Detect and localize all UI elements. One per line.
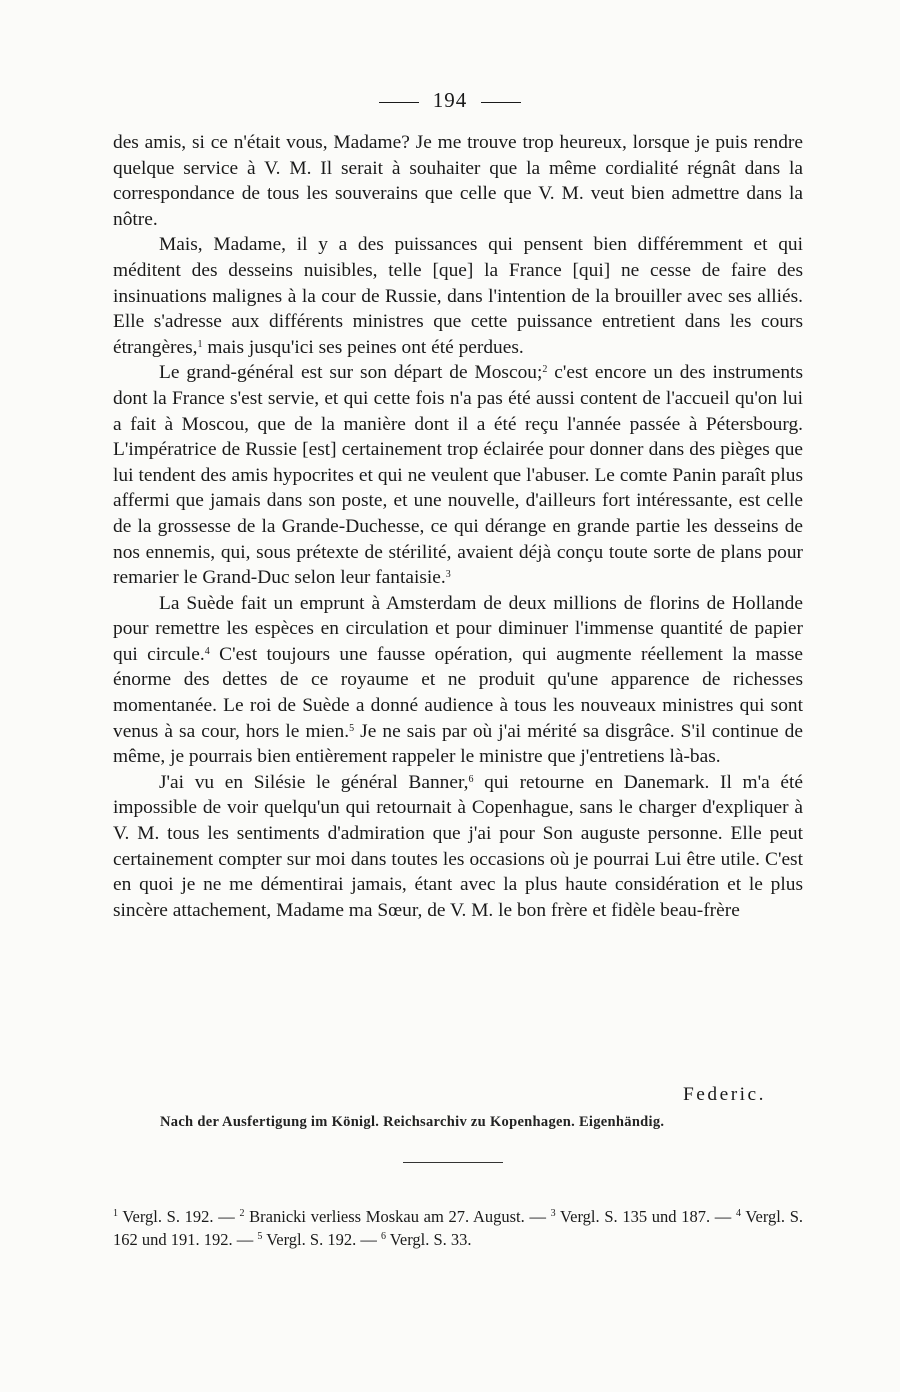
letter-body [113,130,803,923]
footnote-divider [403,1162,503,1163]
text-run: Le grand-général est sur son départ de Moscou; [159,362,543,384]
text-run: Vergl. S. 192. — [118,1207,240,1226]
footnote-marker: 5 [257,1230,263,1242]
text-run: Vergl. S. 135 und 187. — [555,1207,737,1226]
source-note: Nach der Ausfertigung im Königl. Reichsarchiv zu Kopenhagen. Eigenhändig. [160,1114,665,1130]
text-run: qui retourne en Danemark. Il m'a été impossible de voir quelqu'un qui retournait à Copenhague, sans le charger d'expliquer à V. M. tous les sentiments d'admiration que j'ai pour Son auguste personne. Elle peut certainement compter sur moi dans toutes les occasions où je pourrai Lui être utile. C'est en quoi je ne me démentirai jamais, étant avec la plus haute considération et le plus sincère attachement, Madame ma Sœur, de V. M. le bon frère et fidèle beau-frère [113,771,803,921]
footnote-marker: 1 [197,338,203,350]
paragraph [113,232,803,360]
text-run: J'ai vu en Silésie le général Banner, [159,771,469,793]
signature: Federic. [683,1084,766,1105]
footnote-marker: 3 [550,1208,556,1219]
footnote-marker: 1 [113,1208,118,1219]
page-header [0,88,900,113]
text-run: mais jusqu'ici ses peines ont été perdues. [202,336,524,358]
header-dash-left [379,102,419,103]
text-run: Branicki verliess Moskau am 27. August. — [244,1207,551,1226]
text-run: Vergl. S. 33. [385,1229,472,1249]
paragraph [113,591,803,770]
paragraph [113,770,803,924]
header-dash-right [481,102,521,103]
text-run: C'est toujours une fausse opération, qui augmente réellement la masse énorme des dettes de ce royaume et ne produit qu'une apparence de richesses momentanée. Le roi de Suède a donné audience à tous les nouveaux ministres qui sont venus à sa cour, hors le mien. [113,643,803,742]
text-run: Je ne sais par où j'ai mérité sa disgrâce. S'il continue de même, je pourrais bien entièrement rappeler le ministre que j'entretiens là-bas. [113,720,803,768]
page-number: 194 [432,88,468,112]
footnote-marker: 6 [380,1230,386,1242]
footnote-marker: 6 [468,773,474,785]
text-run: Vergl. S. 162 und 191. 192. — [113,1207,803,1249]
footnote-marker: 4 [204,645,210,657]
footnote-marker: 2 [239,1208,245,1219]
text-run: Vergl. S. 192. — [262,1229,381,1249]
footnote-marker: 5 [349,722,355,734]
footnote-marker: 3 [445,569,451,581]
text-run: des amis, si ce n'était vous, Madame? Je me trouve trop heureux, lorsque je puis rendre quelque service à V. M. Il serait à souhaiter que la même cordialité régnât dans la correspondance de tous les souverains que celle que V. M. veut bien admettre dans la nôtre. [113,132,803,230]
footnote-marker: 4 [736,1208,742,1219]
paragraph [113,360,803,590]
text-run: Mais, Madame, il y a des puissances qui pensent bien différemment et qui méditent des desseins nuisibles, telle [que] la France [qui] ne cesse de faire des insinuations malignes à la cour de Russie, dans l'intention de la brouiller avec ses alliés. Elle s'adresse aux différents ministres que cette puissance entretient dans les cours étrangères, [113,234,803,358]
text-run: La Suède fait un emprunt à Amsterdam de deux millions de florins de Hollande pour remettre les espèces en circulation et pour diminuer l'immense quantité de papier qui circule. [113,592,803,665]
footnotes [113,1206,803,1251]
paragraph [113,130,803,232]
text-run: c'est encore un des instruments dont la France s'est servie, et qui cette fois n'a pas été aussi content de l'accueil qu'on lui a fait à Moscou, que de la manière dont il a été reçu l'année passée à Pétersbourg. L'impératrice de Russie [est] certainement trop éclairée pour donner dans des pièges que lui tendent des amis hypocrites et qui ne veulent que l'abuser. Le comte Panin paraît plus affermi que jamais dans son poste, et une nouvelle, d'ailleurs fort intéressante, est celle de la grossesse de la Grande-Duchesse, ce qui dérange en grande partie les desseins de nos ennemis, qui, sous prétexte de stérilité, avaient déjà conçu toute sorte de plans pour remarier le Grand-Duc selon leur fantaisie. [113,362,803,589]
footnote-marker: 2 [542,364,548,376]
